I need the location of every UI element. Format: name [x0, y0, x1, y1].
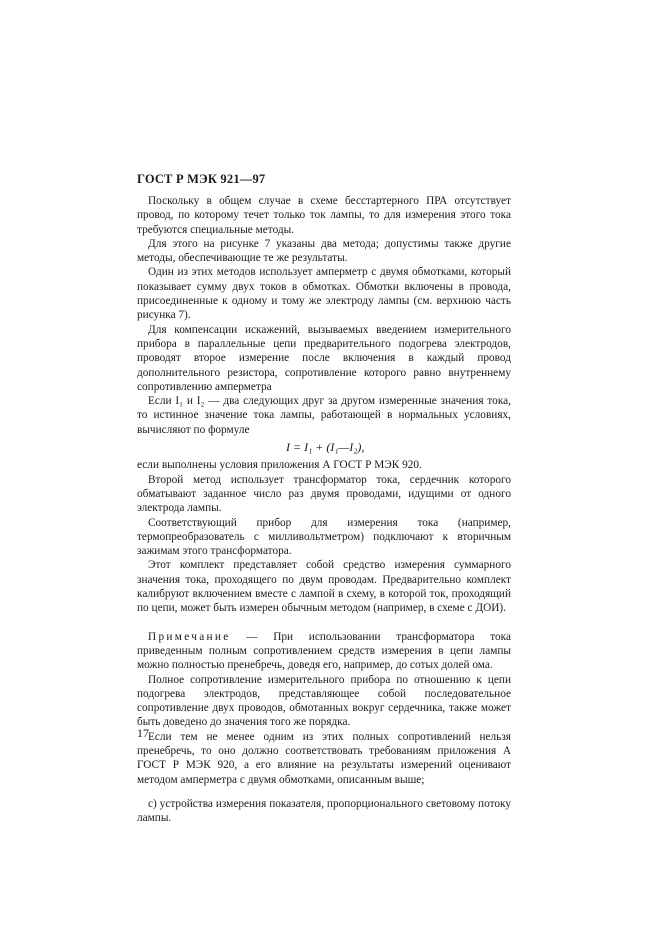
paragraph-5: Если I₁ и I₂ — два следующих друг за другом измеренные значения тока, то истинное значение тока лампы, работающей в нормальных условиях, вычисляют по формуле — [137, 395, 511, 436]
document-body — [137, 194, 511, 825]
paragraph-1: Поскольку в общем случае в схеме бесстартерного ПРА отсутствует провод, по которому течет только ток лампы, то для измерения этого тока требуются специальные методы. — [137, 195, 511, 236]
spacer — [137, 616, 511, 630]
note-label: Примечание — [148, 630, 231, 643]
note — [137, 630, 511, 673]
paragraph-2: Для этого на рисунке 7 указаны два метода; допустимы также другие методы, обеспечивающие те же результаты. — [137, 237, 511, 265]
paragraph-3: Один из этих методов использует амперметр с двумя обмотками, который показывает сумму двух токов в обмотках. Обмотки включены в провода, присоединенные к одному и тому же электроду лампы (см. верхнюю часть рисунка 7). — [137, 266, 511, 322]
paragraph-4: Для компенсации искажений, вызываемых введением измерительного прибора в параллельные цепи предварительного подогрева электродов, проводят второе измерение после включения в каждый провод дополнительного резистора, сопротивление которого равно внутреннему сопротивлению амперметра — [137, 323, 511, 393]
paragraph-9: Этот комплект представляет собой средство измерения суммарного значения тока, проходящего по двум проводам. Предварительно комплект калибруют включением вместе с лампой в схему, в которой ток, проходящий по цепи, может быть измерен обычным методом (например, в схеме с ДОИ). — [137, 559, 511, 615]
note-text: — При использовании трансформатора тока приведенным полным сопротивлением средств измерения в цепи лампы можно полностью пренебречь, доведя его, например, до сотых долей ома. — [137, 630, 511, 672]
document-header: ГОСТ Р МЭК 921—97 — [137, 172, 266, 186]
formula: I = I₁ + (I₁—I₂), — [286, 440, 365, 455]
paragraph-10: Полное сопротивление измерительного прибора по отношению к цепи подогрева электродов, представляющее собой последовательное сопротивление двух проводов, обмотанных вокруг сердечника, также может быть доведено до значения того же порядка. — [137, 673, 511, 729]
page-number: 17 — [137, 726, 149, 740]
paragraph-8: Соответствующий прибор для измерения тока (например, термопреобразователь с милливольтметром) подключают к вторичным зажимам этого трансформатора. — [137, 516, 511, 558]
paragraph-11: Если тем не менее одним из этих полных сопротивлений нельзя пренебречь, то оно должно соответствовать требованиям приложения А ГОСТ Р МЭК 920, а его влияние на результаты измерений оценивают методом амперметра с двумя обмотками, описанным выше; — [137, 730, 511, 786]
paragraph-7: Второй метод использует трансформатор тока, сердечник которого обматывают заданное число раз двумя проводами, идущими от одного электрода лампы. — [137, 473, 511, 515]
paragraph-6: если выполнены условия приложения А ГОСТ Р МЭК 920. — [137, 459, 422, 472]
paragraph-12: с) устройства измерения показателя, пропорционального световому потоку лампы. — [137, 797, 511, 825]
spacer — [137, 787, 511, 797]
